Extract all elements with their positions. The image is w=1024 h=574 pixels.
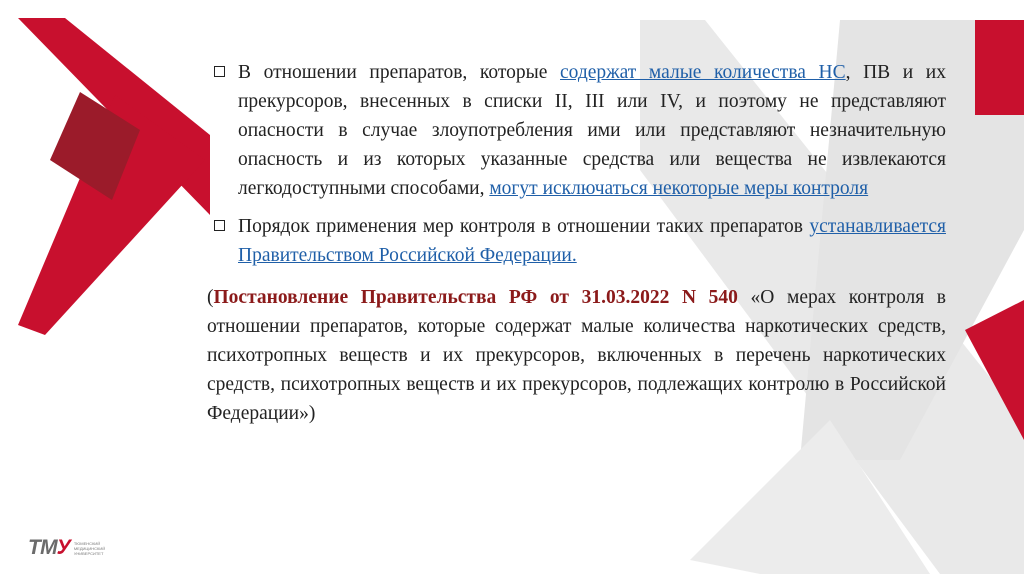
slide-content — [200, 58, 946, 428]
bullet-text: , ПВ и их прекурсоров, внесенных в списки II, III или IV, и поэтому не представляют опасности в случае злоупотребления ими или представляют незначительную опасность и из которых указанные средства или вещества не извлекаются легкодоступными способами, — [238, 62, 946, 199]
link-small-quantities[interactable]: содержат малые количества НС — [560, 62, 846, 83]
red-shape-right-top — [975, 20, 1024, 115]
link-government-decree[interactable]: устанавливается Правительством Российской Федерации. — [238, 216, 946, 266]
logo-subtitle — [74, 541, 114, 556]
bullet-text: В отношении препаратов, которые — [238, 62, 561, 83]
logo-mark-red: У — [56, 536, 70, 559]
checkbox-bullet-icon — [214, 220, 225, 231]
logo-mark-gray: ТМ — [28, 536, 57, 559]
red-stripe-left-edge — [0, 20, 18, 330]
bullet-item-procedure — [200, 212, 946, 270]
link-control-exemptions[interactable]: могут исключаться некоторые меры контроля — [489, 178, 869, 199]
bullet-text: Порядок применения мер контроля в отношении таких препаратов — [238, 216, 810, 237]
logo-subtitle-line: МЕДИЦИНСКИЙ — [73, 545, 106, 551]
note-body: «О мерах контроля в отношении препаратов, которые содержат малые количества наркотических средств, психотропных веществ и их прекурсоров, включенных в перечень наркотических средств, психотропных веществ и их прекурсоров, подлежащих контролю в Российской Федерации») — [207, 287, 946, 424]
note-open-paren: ( — [207, 287, 214, 308]
bullet-item-exemptions — [200, 58, 946, 203]
decree-title: Постановление Правительства РФ от 31.03.2022 N 540 — [213, 287, 738, 308]
logo-subtitle-line: ТЮМЕНСКИЙ — [73, 540, 101, 546]
logo-mark — [28, 536, 70, 560]
checkbox-bullet-icon — [214, 66, 225, 77]
decree-note — [207, 283, 946, 428]
logo-subtitle-line: УНИВЕРСИТЕТ — [73, 550, 104, 556]
university-logo — [28, 534, 114, 562]
